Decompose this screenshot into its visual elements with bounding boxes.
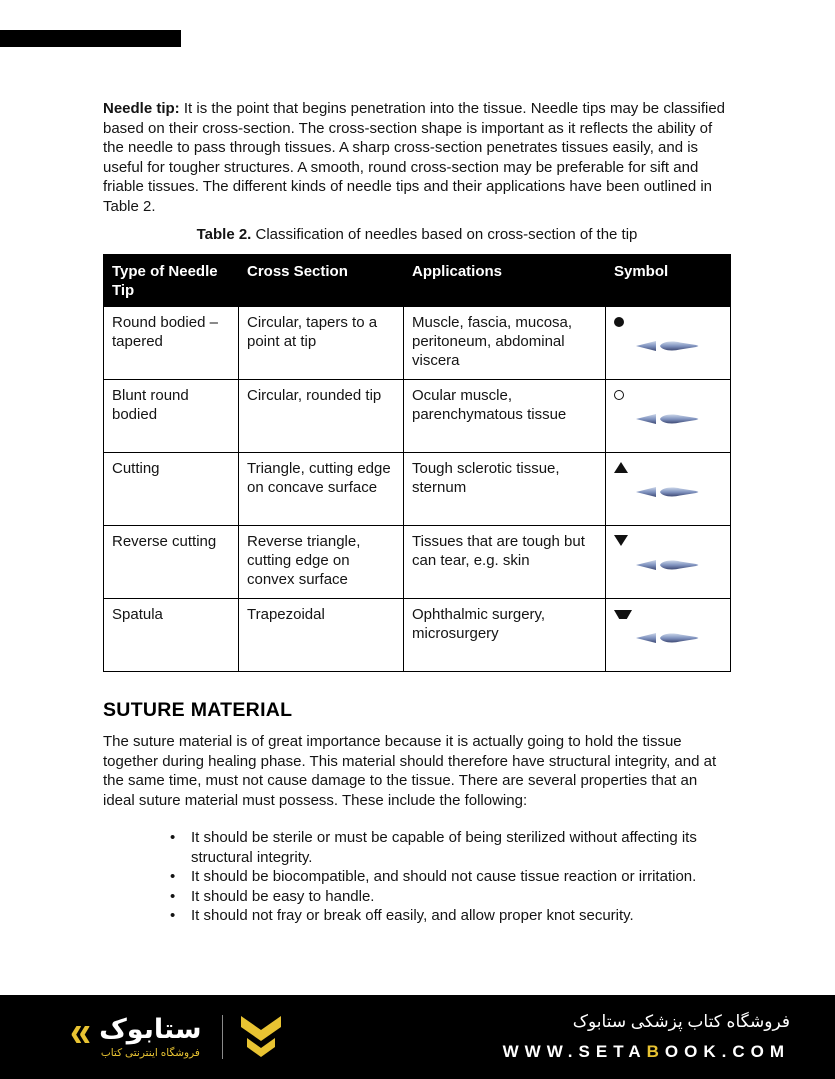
list-item bbox=[191, 828, 731, 867]
properties-bullet-list bbox=[103, 828, 731, 926]
cell-applications: Tissues that are tough but can tear, e.g. skin bbox=[404, 526, 606, 599]
col-header-type: Type of Needle Tip bbox=[104, 255, 239, 307]
cell-symbol bbox=[606, 453, 731, 526]
cell-cross-section: Circular, tapers to a point at tip bbox=[239, 307, 404, 380]
cell-cross-section: Reverse triangle, cutting edge on convex surface bbox=[239, 526, 404, 599]
table-header-row bbox=[104, 255, 731, 307]
cell-type: Blunt round bodied bbox=[104, 380, 239, 453]
list-item bbox=[191, 906, 731, 926]
cell-applications: Tough sclerotic tissue, sternum bbox=[404, 453, 606, 526]
needle-tip-table bbox=[103, 254, 731, 672]
intro-text: It is the point that begins penetration into the tissue. Needle tips may be classified based on their cross-section. The cross-section shape is important as it reflects the ability of the needle to pass through tissues. A sharp cross-section penetrates tissues easily, and is useful for tougher structures. A smooth, round cross-section may be preferable for sift and friable tissues. The different kinds of needle tips and their applications have been outlined in Table 2. bbox=[103, 100, 726, 215]
cell-type: Round bodied – tapered bbox=[104, 307, 239, 380]
cell-cross-section: Circular, rounded tip bbox=[239, 380, 404, 453]
bullet-text: It should be easy to handle. bbox=[191, 887, 375, 905]
cell-symbol bbox=[606, 307, 731, 380]
intro-paragraph bbox=[103, 99, 731, 216]
needle-illustration bbox=[636, 485, 700, 499]
cell-type: Spatula bbox=[104, 599, 239, 672]
col-header-symbol: Symbol bbox=[606, 255, 731, 307]
logo-wordmark: ستابوک bbox=[99, 1013, 202, 1044]
open-circle-icon bbox=[614, 390, 624, 400]
table-caption-label: Table 2. bbox=[196, 226, 252, 243]
cell-type: Cutting bbox=[104, 453, 239, 526]
intro-lead: Needle tip: bbox=[103, 100, 180, 117]
list-item bbox=[191, 867, 731, 887]
needle-illustration bbox=[636, 631, 700, 645]
col-header-applications: Applications bbox=[404, 255, 606, 307]
website-url bbox=[503, 1042, 790, 1062]
cell-cross-section: Triangle, cutting edge on concave surface bbox=[239, 453, 404, 526]
table-row bbox=[104, 526, 731, 599]
cell-type: Reverse cutting bbox=[104, 526, 239, 599]
cell-cross-section: Trapezoidal bbox=[239, 599, 404, 672]
table-row bbox=[104, 380, 731, 453]
website-suffix: OOK.COM bbox=[664, 1041, 790, 1061]
cell-symbol bbox=[606, 380, 731, 453]
table-row bbox=[104, 453, 731, 526]
col-header-cross-section: Cross Section bbox=[239, 255, 404, 307]
chevron-emblem-icon bbox=[239, 1014, 283, 1060]
table-row bbox=[104, 599, 731, 672]
cell-applications: Ocular muscle, parenchymatous tissue bbox=[404, 380, 606, 453]
table-caption-text: Classification of needles based on cross-section of the tip bbox=[251, 226, 638, 243]
logo-text-block bbox=[99, 1015, 201, 1060]
filled-circle-icon bbox=[614, 317, 624, 327]
footer-bar bbox=[0, 995, 835, 1079]
section-heading: SUTURE MATERIAL bbox=[103, 699, 293, 721]
cell-applications: Ophthalmic surgery, microsurgery bbox=[404, 599, 606, 672]
table-row bbox=[104, 307, 731, 380]
bullet-text: It should be biocompatible, and should not cause tissue reaction or irritation. bbox=[191, 868, 697, 885]
section-body-paragraph: The suture material is of great importance because it is actually going to hold the tissue together during healing phase. This material should therefore have structural integrity, and at the same time, must not cause damage to the tissue. There are several properties that an ideal suture material must possess. These include the following: bbox=[103, 733, 717, 809]
cell-applications: Muscle, fascia, mucosa, peritoneum, abdominal viscera bbox=[404, 307, 606, 380]
logo-tagline: فروشگاه اینترنتی کتاب bbox=[100, 1047, 200, 1060]
filled-trapezoid-icon bbox=[614, 610, 632, 619]
needle-illustration bbox=[636, 339, 700, 353]
footer-divider bbox=[222, 1015, 223, 1059]
website-prefix: WWW.SETA bbox=[502, 1041, 647, 1061]
filled-triangle-up-icon bbox=[614, 462, 628, 473]
needle-illustration bbox=[636, 412, 700, 426]
setabook-logo bbox=[70, 1008, 202, 1060]
footer-store-block bbox=[503, 1012, 790, 1061]
cell-symbol bbox=[606, 599, 731, 672]
table-caption bbox=[103, 225, 731, 244]
needle-illustration bbox=[636, 558, 700, 572]
store-name: فروشگاه کتاب پزشکی ستابوک bbox=[572, 1012, 790, 1032]
list-item bbox=[191, 887, 731, 907]
website-accent-letter: B bbox=[646, 1041, 665, 1061]
cell-symbol bbox=[606, 526, 731, 599]
double-chevron-icon: « bbox=[70, 1008, 92, 1057]
page-content bbox=[103, 0, 731, 926]
filled-triangle-down-icon bbox=[614, 535, 628, 546]
bullet-text: It should be sterile or must be capable of being sterilized without affecting its structural integrity. bbox=[191, 829, 697, 866]
bullet-text: It should not fray or break off easily, and allow proper knot security. bbox=[191, 907, 634, 924]
